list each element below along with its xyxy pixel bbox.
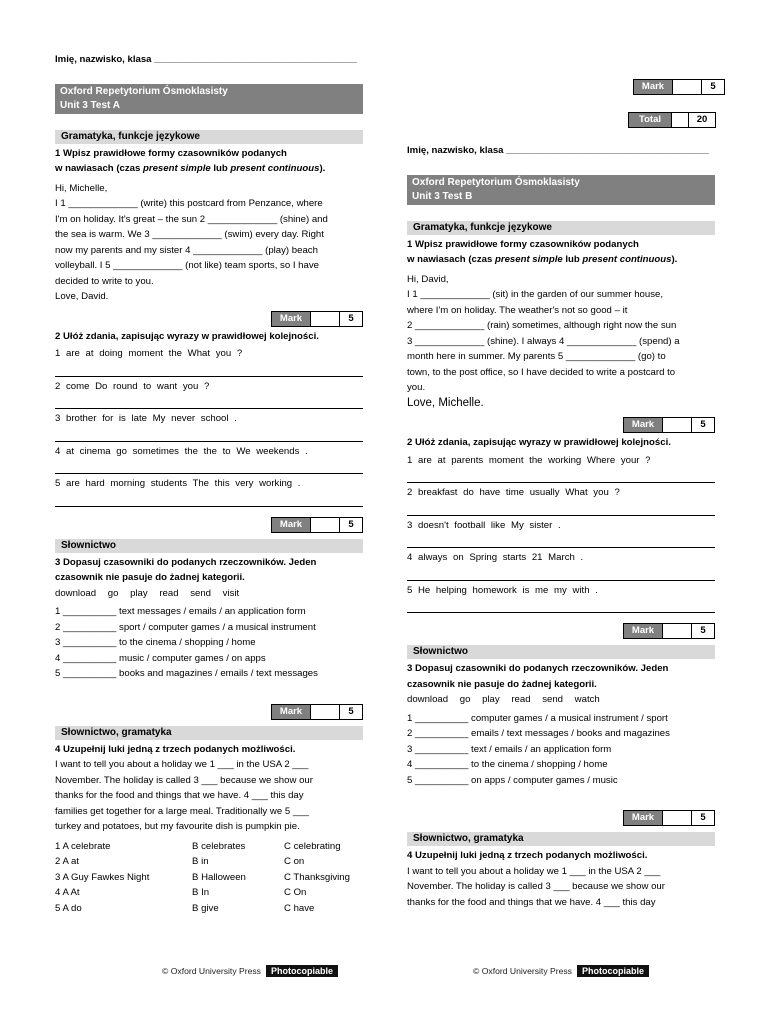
question-1-letter: Hi, David, I 1 _____________ (sit) in the garden of our summer house, where I'm on holiday. The weather's not so good – it 2 _____________ (rain) sometimes, although right now the sun 3 _____________ (shine). I always 4 _____________ (spend) a month here in summer. My parents 5 _____________ (go) to town, to the post office, so I have decided to write a postcard to you. Love, Michelle. [407, 272, 715, 412]
question-1-instruction: 1 Wpisz prawidłowe formy czasowników podanych w nawiasach (czas present simple lub present continuous). [55, 147, 326, 174]
answer-line[interactable] [407, 468, 715, 483]
name-class-line: Imię, nazwisko, klasa ______________________________________ [407, 145, 709, 156]
footer-left [162, 965, 338, 977]
mark-box: Mark 5 [623, 623, 715, 639]
question-4-instruction: 4 Uzupełnij luki jedną z trzech podanych możliwości. [407, 850, 648, 861]
answer-line[interactable] [407, 598, 715, 613]
footer-right [473, 965, 649, 977]
question-3-word-bank: download go play read send watch [407, 694, 600, 705]
question-4-options: 1 A celebrate B celebrates C celebrating 2 A at B in C on 3 A Guy Fawkes Night B Halloween C Thanksgiving 4 A At B In C On 5 A do B give C have [55, 840, 350, 914]
test-title: Oxford Repetytorium Ósmoklasisty [412, 176, 580, 188]
test-title: Oxford Repetytorium Ósmoklasisty [60, 85, 228, 97]
section-header-vocab-grammar: Słownictwo, gramatyka [407, 832, 715, 846]
answer-line[interactable] [55, 394, 363, 409]
question-3-items: 1 __________ text messages / emails / an application form 2 __________ sport / computer games / a musical instrument 3 __________ to the cinema / shopping / home 4 __________ music / computer games / on apps 5 __________ books and magazines / emails / text messages [55, 606, 318, 679]
question-1-instruction: 1 Wpisz prawidłowe formy czasowników podanych w nawiasach (czas present simple lub present continuous). [407, 238, 678, 265]
answer-line[interactable] [55, 427, 363, 442]
question-2-instruction: 2 Ułóż zdania, zapisując wyrazy w prawidłowej kolejności. [407, 437, 671, 448]
test-b-column [407, 143, 715, 910]
answer-line[interactable] [55, 492, 363, 507]
answer-line[interactable] [407, 533, 715, 548]
prev-page-mark-box: Mark 5 [633, 79, 725, 95]
question-1-letter: Hi, Michelle, I 1 _____________ (write) this postcard from Penzance, where I'm on holiday. It's great – the sun 2 _____________ (shine) and the sea is warm. We 3 _____________ (swim) every day. Right now my parents and my sister 4 _____________ (play) beach volleyball. I 5 _____________ (not like) team sports, so I have decided to write to you. Love, David. [55, 182, 328, 302]
question-3-word-bank: download go play read send visit [55, 587, 240, 599]
section-header-grammar: Gramatyka, funkcje językowe [407, 221, 715, 235]
test-title-box [55, 84, 363, 114]
question-4-instruction: 4 Uzupełnij luki jedną z trzech podanych możliwości. [55, 743, 296, 755]
question-2-items: 1 are at parents moment the working Where your ? 2 breakfast do have time usually What you ? 3 doesn't football like My sister . 4 always on Spring starts 21 March . 5 He helping homework is me my with . [407, 453, 715, 614]
section-header-vocab-grammar: Słownictwo, gramatyka [55, 726, 363, 740]
mark-box: Mark 5 [271, 517, 363, 533]
section-header-grammar: Gramatyka, funkcje językowe [55, 130, 363, 144]
publisher-credit: © Oxford University Press [162, 966, 261, 976]
answer-line[interactable] [55, 362, 363, 377]
total-box: Total 20 [628, 112, 716, 128]
answer-line[interactable] [407, 501, 715, 516]
section-header-vocabulary: Słownictwo [55, 539, 363, 553]
mark-box: Mark 5 [623, 810, 715, 826]
photocopiable-badge: Photocopiable [266, 965, 338, 977]
question-3-items: 1 __________ computer games / a musical instrument / sport 2 __________ emails / text messages / books and magazines 3 __________ text / emails / an application form 4 __________ to the cinema / shopping / home 5 __________ on apps / computer games / music [407, 712, 670, 786]
test-unit: Unit 3 Test B [412, 190, 473, 202]
question-3-instruction: 3 Dopasuj czasowniki do podanych rzeczowników. Jeden czasownik nie pasuje do żadnej kategorii. [55, 556, 317, 583]
mark-box: Mark 5 [271, 704, 363, 720]
section-header-vocabulary: Słownictwo [407, 645, 715, 659]
answer-line[interactable] [55, 459, 363, 474]
test-unit: Unit 3 Test A [60, 99, 121, 111]
question-4-text: I want to tell you about a holiday we 1 ___ in the USA 2 ___ November. The holiday is called 3 ___ because we show our thanks for the food and things that we have. 4 ___ this day families get together for a large meal. Traditionally we 5 ___ turkey and potatoes, but my favourite dish is pumpkin pie. [55, 759, 313, 832]
photocopiable-badge: Photocopiable [577, 965, 649, 977]
question-2-items: 1 are at doing moment the What you ? 2 come Do round to want you ? 3 brother for is late My never school . 4 at cinema go sometimes the the to We weekends . 5 are hard morning students The this very working . [55, 346, 363, 507]
test-a-column [55, 52, 363, 916]
publisher-credit: © Oxford University Press [473, 966, 572, 976]
mark-box: Mark 5 [271, 311, 363, 327]
letter-signoff: Love, Michelle. [407, 396, 484, 409]
question-3-instruction: 3 Dopasuj czasowniki do podanych rzeczowników. Jeden czasownik nie pasuje do żadnej kategorii. [407, 663, 669, 690]
mark-box: Mark 5 [623, 417, 715, 433]
question-4-text: I want to tell you about a holiday we 1 ___ in the USA 2 ___ November. The holiday is called 3 ___ because we show our thanks for the food and things that we have. 4 ___ this day [407, 865, 665, 908]
name-class-line: Imię, nazwisko, klasa ______________________________________ [55, 54, 357, 65]
answer-line[interactable] [407, 566, 715, 581]
test-title-box [407, 175, 715, 205]
question-2-instruction: 2 Ułóż zdania, zapisując wyrazy w prawidłowej kolejności. [55, 330, 319, 342]
